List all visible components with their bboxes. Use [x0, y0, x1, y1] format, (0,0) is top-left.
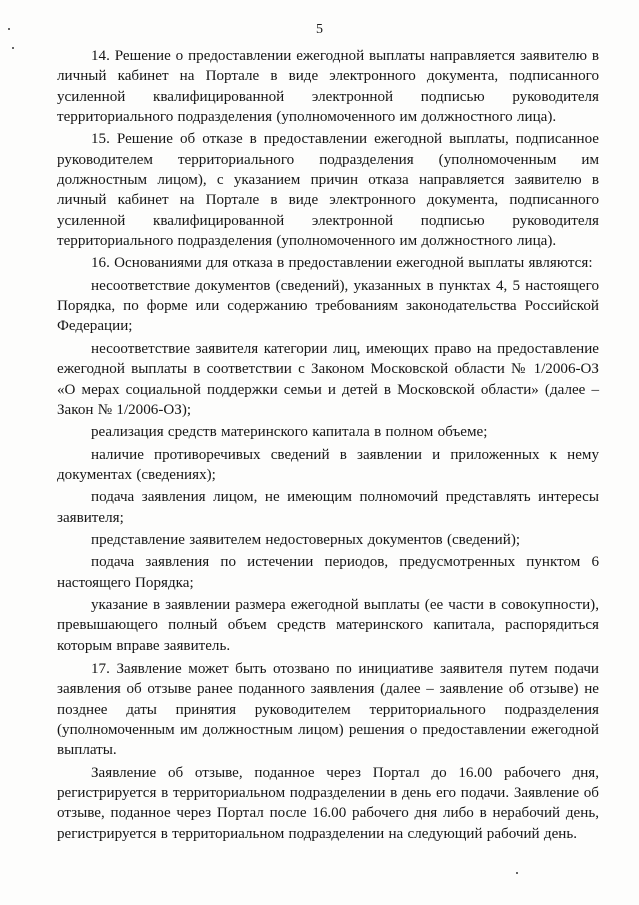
refusal-ground-6: представление заявителем недостоверных документов (сведений);	[91, 531, 521, 548]
paragraph-17-withdrawal-registration: Заявление об отзыве, поданное через Портал до 16.00 рабочего дня, регистрируется в территориальном подразделении в день его подачи. Заявление об отзыве, поданное через Портал после 16.00 рабочего дня либо в нерабочий день, регистрируется в территориальном подразделении на следующий рабочий день.	[57, 764, 599, 842]
refusal-ground-1: несоответствие документов (сведений), указанных в пунктах 4, 5 настоящего Порядка, по форме или содержанию требованиям законодательства Российской Федерации;	[57, 277, 599, 335]
refusal-ground-5: подача заявления лицом, не имеющим полномочий представлять интересы заявителя;	[57, 489, 599, 526]
refusal-ground-3: реализация средств материнского капитала в полном объеме;	[91, 424, 488, 441]
refusal-ground-8: указание в заявлении размера ежегодной выплаты (ее части в совокупности), превышающего полный объем средств материнского капитала, распорядиться которым вправе заявитель.	[57, 596, 599, 654]
paragraph-16-heading: 16. Основаниями для отказа в предоставлении ежегодной выплаты являются:	[91, 255, 593, 272]
refusal-ground-2: несоответствие заявителя категории лиц, имеющих право на предоставление ежегодной выплаты в соответствии с Законом Московской области № 1/2006-ОЗ «О мерах социальной поддержки семьи и детей в Московской области» (далее – Закон № 1/2006-ОЗ);	[57, 340, 599, 418]
paragraph-15: 15. Решение об отказе в предоставлении ежегодной выплаты, подписанное руководителем территориального подразделения (уполномоченным им должностным лицом), с указанием причин отказа направляется заявителю в личный кабинет на Портале в виде электронного документа, подписанного усиленной квалифицированной электронной подписью руководителя территориального подразделения (уполномоченного им должностного лица).	[57, 131, 599, 250]
scan-speck	[8, 28, 10, 30]
paragraph-14: 14. Решение о предоставлении ежегодной выплаты направляется заявителю в личный кабинет на Портале в виде электронного документа, подписанного усиленной квалифицированной электронной подписью руководителя территориального подразделения (уполномоченного им должностного лица).	[57, 48, 599, 126]
scan-speck	[516, 872, 518, 874]
refusal-ground-7: подача заявления по истечении периодов, предусмотренных пунктом 6 настоящего Порядка;	[57, 554, 599, 591]
paragraph-17: 17. Заявление может быть отозвано по инициативе заявителя путем подачи заявления об отзыве ранее поданного заявления (далее – заявление об отзыве) не позднее даты принятия руководителем территориального подразделения (уполномоченным им должностным лицом) решения о предоставлении ежегодной выплаты.	[57, 660, 599, 759]
document-body	[57, 46, 599, 846]
scan-speck	[12, 47, 14, 49]
refusal-ground-4: наличие противоречивых сведений в заявлении и приложенных к нему документах (сведениях);	[57, 446, 599, 483]
page-number: 5	[316, 22, 323, 37]
